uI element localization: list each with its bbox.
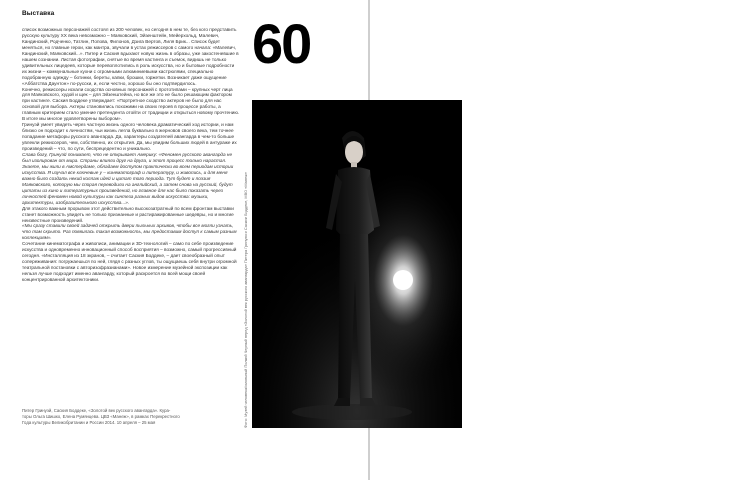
photo-credit: Фото: Музей человека/смольный Полкий Черный перед «Золотой век русского авангарда» Питера Гринуэя и Саскии Боддеке, МВО «Манеж» (243, 172, 248, 428)
article-paragraph: «Мы сразу ставили своей задачей открыть двери пыльных архивов, чтобы все могли узнать, что там скрыто. Раз появилась такая возможность, мы предоставим доступ к самым разным коллекциям». (22, 223, 237, 241)
caption-line: Питер Гринуэй, Саския Боддеке, «Золотой век русского авангарда». Кура- (22, 408, 171, 413)
page-number: 60 (252, 12, 311, 75)
article-text (22, 27, 240, 283)
caption-line: Года культуры Великобритании и России 2014. 10 апреля – 25 мая (22, 420, 156, 425)
caption-line: торы Ольга Шишко, Елена Румянцева. ЦВЗ «Манеж», в рамках Перекрестного (22, 414, 180, 419)
article-paragraph: Для этакого важным прорывом этот действительно высокозатратный по всем фронтам выставки станет возможность увидеть не только признанные и растиражированные шедевры, но и многие неизвестные произведений. (22, 205, 234, 223)
stage-photo-image (252, 100, 462, 428)
article-paragraph: Гринуэй умеет увидеть через частную жизнь одного человека драматический ход истории, и нам близко он подходит к личностям, чьи жизнь легла буквально в жерновов своего века, тем точнее попадание метафоры русского авангарда. Да, характеры создателей авангарда в чем-то больше увлекли режиссеров, чем, собственно, их открытия. Да, мы увидим больших людей в антураже их произведений – что, по сути, беспрецедентно и уникально. (22, 122, 237, 152)
section-label: Выставка (22, 10, 55, 17)
article-paragraph: список возможных персонажей состоял из 200 человек, но сегодня в нем те, без кого представить русскую культуру ХХ века невозможно – Маяковский, Эйзенштейн, Мейерхольд, Малевич, Кандинский, Родченко, Татлин, Попова, Филонов, Дзига Вертов, Лиля Брик... Список будет меняться, но главные герои, как мантра, звучали в устах режиссеров с самого начала: «Малевич, Кандинский, Маяковский...». Питер и Саския вдыхают новую жизнь в образы, уже закостеневшие в нашем сознании. Листая фотографии, снятые во время кастинга и съемок, видишь не только удивительных лицедеев, которые перевоплотились в роль искусства, но и бытовые подробности их жизни – коммунальные кухни с огромными алюминиевыми кастрюлями, специально подобранную одежду – ботинки, береты, капки, брошки, горжетки. Возникает даже ощущение «Аббатства Даунтон» по-русски, и, если честно, хорошо бы оно подтвердилось. (22, 27, 239, 86)
article-paragraph: Конечно, режиссеры искали сходства основных персонажей с прототипами – крупных черт лица для Маяковского, худой и щек – для Эйзенштейна, но все же это не было решающим фактором при кастинге. Саския Боддеке утверждает: «Портретное сходство актеров не было для нас основой для выбора. Актеры становились похожими на своих героев в процессе работы, а главным критерием стало умение претендента отойти от традиции и открыться новому прочтению. В итоге мы многое удовлетворены выбором». (22, 86, 240, 122)
actress-photo (252, 100, 462, 428)
article-paragraph: Сочетание кинематографа и живописи, анимации и 3D-технологий – само по себе произведение искусства и одновременно инновационный способ восприятия – возможно, самый прогрессивный сегодня. «Инсталляция из 18 экранов, – считает Саския Боддеке, – дает своеобразный опыт сопереживания: погружаешься по ней, глядя с разных углов, ты ощущаешь себя внутри огромной театральной постановки с авторизофразианами». Новое измерение музейной экспозиции как нельзя лучше подходит именно авангарду, который раскроется во всей мощи своей концентрированной архитектоники. (22, 241, 237, 283)
exhibition-caption (22, 408, 262, 426)
article-paragraph: Слава богу, Гринуэй понимает, что не открывает Америку: «Феномен русского авангарда не был изолирован от мира. Страны влияли друг на друга, и этот процесс только нарастал. Знаете, мы жили в Амстердаме, обладаем доступом практически во всем периодам истории искусства. Я изучал все ключевые у – кинематограф и литературу, и живопись, и для меня важно было создать некий коллаж идей и цитат того периода. Тут будет и поэзия Маяковского, которую мы спорая переводили на английский, а затем снова на русский, будут цитаты из кино и литературных произведений, но главное для нас было показать через личностей феномен новой культуры как синтеза разных видов искусства: музыки, архитектуры, изобразительного искусства...». (22, 152, 234, 205)
